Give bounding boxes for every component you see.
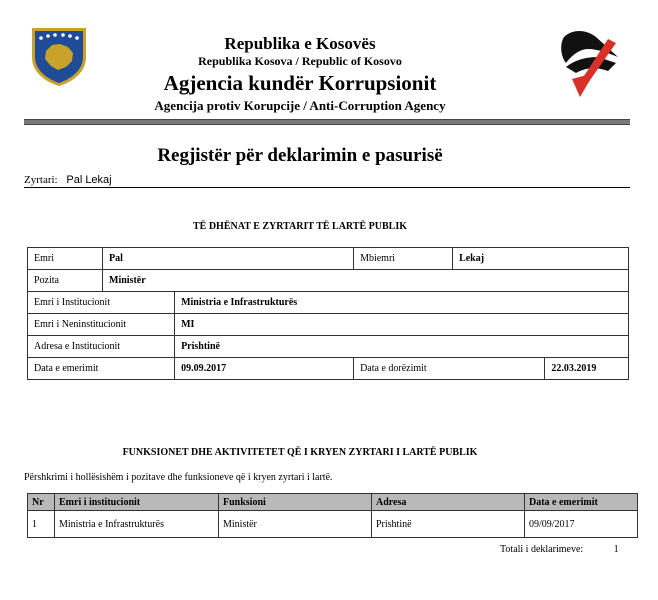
table-row	[28, 511, 638, 538]
first-name-label: Emri	[28, 248, 103, 270]
table-row	[28, 248, 629, 270]
submission-date-label: Data e dorëzimit	[354, 358, 545, 380]
cell-function: Ministër	[219, 511, 372, 538]
institution-label: Emri i Institucionit	[28, 292, 175, 314]
column-header-function: Funksioni	[219, 494, 372, 511]
subinstitution-value: MI	[175, 314, 629, 336]
cell-address: Prishtinë	[372, 511, 525, 538]
official-section-title: TË DHËNAT E ZYRTARIT TË LARTË PUBLIK	[193, 221, 407, 232]
institution-value: Ministria e Infrastrukturës	[175, 292, 629, 314]
table-row	[28, 336, 629, 358]
appointment-date-label: Data e emerimit	[28, 358, 175, 380]
document-title: Regjistër për deklarimin e pasurisë	[157, 145, 443, 166]
header-country-translations: Republika Kosova / Republic of Kosovo	[198, 54, 402, 68]
last-name-value: Lekaj	[453, 248, 629, 270]
cell-appointment-date: 09/09/2017	[525, 511, 638, 538]
header-divider	[24, 119, 630, 125]
table-row	[28, 292, 629, 314]
header-country: Republika e Kosovës	[224, 34, 376, 53]
address-label: Adresa e Institucionit	[28, 336, 175, 358]
functions-section-title: FUNKSIONET DHE AKTIVITETET QË I KRYEN ZYRTARI I LARTË PUBLIK	[122, 447, 478, 458]
official-name: Pal Lekaj	[66, 174, 112, 186]
header-agency: Agjencia kundër Korrupsionit	[163, 71, 437, 95]
table-header-row	[28, 494, 638, 511]
position-label: Pozita	[28, 270, 103, 292]
total-value: 1	[613, 544, 619, 555]
address-value: Prishtinë	[175, 336, 629, 358]
table-row	[28, 270, 629, 292]
official-line	[24, 174, 112, 186]
appointment-date-value: 09.09.2017	[175, 358, 354, 380]
column-header-institution: Emri i institucionit	[55, 494, 219, 511]
declarations-total	[500, 544, 619, 555]
subinstitution-label: Emri i Neninstitucionit	[28, 314, 175, 336]
header-agency-translations: Agencija protiv Korupcije / Anti-Corruption Agency	[154, 98, 446, 113]
official-label: Zyrtari:	[24, 174, 58, 186]
column-header-nr: Nr	[28, 494, 55, 511]
first-name-value: Pal	[103, 248, 354, 270]
functions-description: Përshkrimi i hollësishëm i pozitave dhe funksioneve që i kryen zyrtari i lartë.	[24, 472, 333, 483]
table-row	[28, 358, 629, 380]
official-divider	[24, 187, 630, 188]
column-header-address: Adresa	[372, 494, 525, 511]
total-label: Totali i deklarimeve:	[500, 544, 584, 555]
cell-institution: Ministria e Infrastrukturës	[55, 511, 219, 538]
position-value: Ministër	[103, 270, 629, 292]
table-row	[28, 314, 629, 336]
official-info-table	[27, 247, 629, 380]
functions-table	[27, 493, 638, 538]
last-name-label: Mbiemri	[354, 248, 453, 270]
column-header-appointment-date: Data e emerimit	[525, 494, 638, 511]
cell-nr: 1	[28, 511, 55, 538]
submission-date-value: 22.03.2019	[545, 358, 629, 380]
